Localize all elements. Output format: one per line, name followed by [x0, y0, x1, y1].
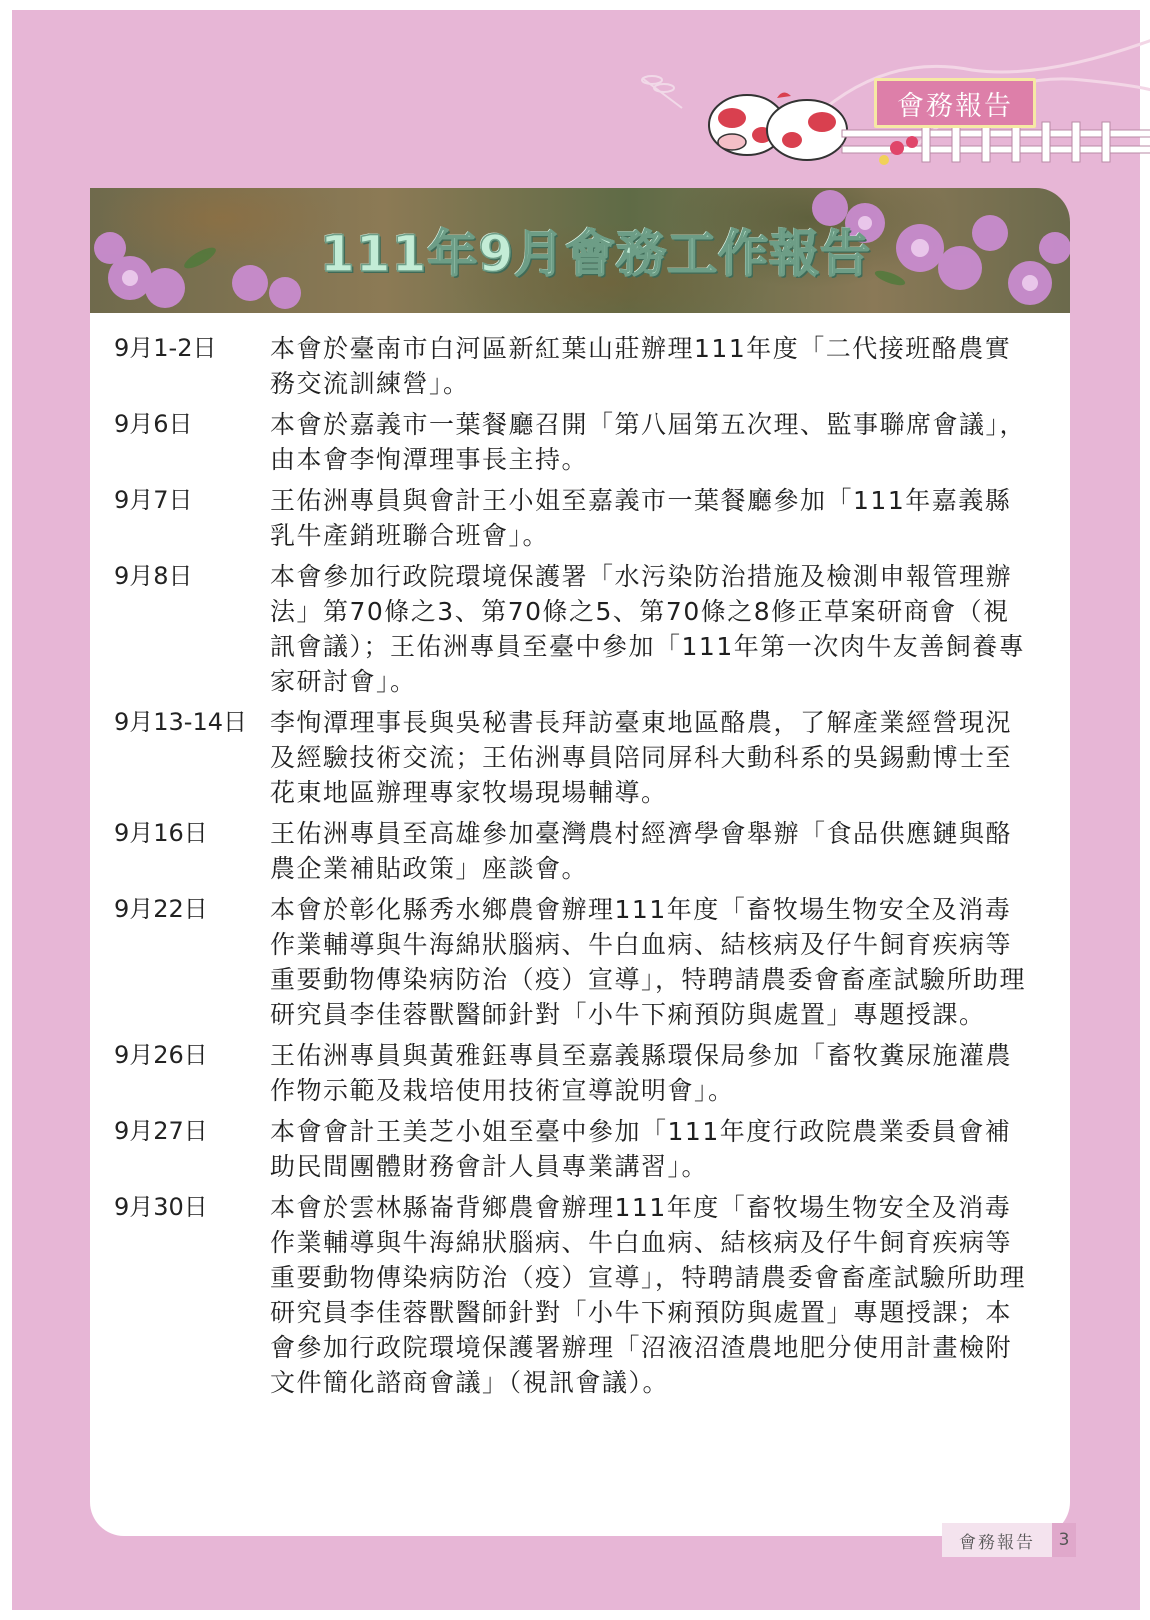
entry-date: 9月7日 [114, 486, 193, 514]
entry-date: 9月27日 [114, 1117, 208, 1145]
list-item [90, 705, 1070, 810]
section-tab: 會務報告 [874, 78, 1036, 128]
entry-text: 王佑洲專員與黃雅鈺專員至嘉義縣環保局參加「畜牧糞尿施灌農作物示範及栽培使用技術宣導說明會」。 [270, 1041, 1013, 1105]
list-item [90, 892, 1070, 1032]
entry-date: 9月30日 [114, 1193, 208, 1221]
entry-date: 9月6日 [114, 410, 193, 438]
footer-section-label: 會務報告 [942, 1523, 1052, 1557]
entry-date: 9月8日 [114, 562, 193, 590]
entry-text: 本會於彰化縣秀水鄉農會辦理111年度「畜牧場生物安全及消毒作業輔導與牛海綿狀腦病、牛白血病、結核病及仔牛飼育疾病等重要動物傳染病防治（疫）宣導」，特聘請農委會畜產試驗所助理研究員李佳蓉獸醫師針對「小牛下痢預防與處置」專題授課。 [270, 895, 1027, 1029]
page-sheet [12, 10, 1140, 1610]
list-item [90, 1190, 1070, 1400]
entry-date: 9月13-14日 [114, 708, 248, 736]
list-item [90, 1038, 1070, 1108]
entry-text: 本會會計王美芝小姐至臺中參加「111年度行政院農業委員會補助民間團體財務會計人員專業講習」。 [270, 1117, 1012, 1181]
entry-date: 9月22日 [114, 895, 208, 923]
report-content [90, 313, 1070, 1536]
page-title: 111年9月會務工作報告 [320, 225, 872, 283]
entry-text: 王佑洲專員與會計王小姐至嘉義市一葉餐廳參加「111年嘉義縣乳牛產銷班聯合班會」。 [270, 486, 1012, 550]
dragonfly-icon [642, 76, 682, 108]
title-banner [90, 188, 1070, 314]
list-item [90, 483, 1070, 553]
cow-icon [767, 92, 847, 160]
fence-icon [842, 122, 1150, 162]
list-item [90, 331, 1070, 401]
entry-text: 本會參加行政院環境保護署「水污染防治措施及檢測申報管理辦法」第70條之3、第70條之5、第70條之8修正草案研商會（視訊會議）；王佑洲專員至臺中參加「111年第一次肉牛友善飼養專家研討會」。 [270, 562, 1026, 696]
list-item [90, 816, 1070, 886]
entry-date: 9月26日 [114, 1041, 208, 1069]
page-number: 3 [1052, 1523, 1076, 1557]
report-list [90, 313, 1070, 1400]
list-item [90, 407, 1070, 477]
entry-text: 本會於雲林縣崙背鄉農會辦理111年度「畜牧場生物安全及消毒作業輔導與牛海綿狀腦病、牛白血病、結核病及仔牛飼育疾病等重要動物傳染病防治（疫）宣導」，特聘請農委會畜產試驗所助理研究員李佳蓉獸醫師針對「小牛下痢預防與處置」專題授課；本會參加行政院環境保護署辦理「沼液沼渣農地肥分使用計畫檢附文件簡化諮商會議」（視訊會議）。 [270, 1193, 1027, 1397]
list-item [90, 1114, 1070, 1184]
list-item [90, 559, 1070, 699]
entry-text: 王佑洲專員至高雄參加臺灣農村經濟學會舉辦「食品供應鏈與酪農企業補貼政策」座談會。 [270, 819, 1013, 883]
entry-text: 李恂潭理事長與吳秘書長拜訪臺東地區酪農，了解產業經營現況及經驗技術交流；王佑洲專員陪同屏科大動科系的吳錫勳博士至花東地區辦理專家牧場現場輔導。 [270, 708, 1013, 807]
entry-date: 9月1-2日 [114, 334, 217, 362]
entry-text: 本會於臺南市白河區新紅葉山莊辦理111年度「二代接班酪農實務交流訓練營」。 [270, 334, 1012, 398]
entry-date: 9月16日 [114, 819, 208, 847]
entry-text: 本會於嘉義市一葉餐廳召開「第八屆第五次理、監事聯席會議」，由本會李恂潭理事長主持。 [270, 410, 1027, 474]
